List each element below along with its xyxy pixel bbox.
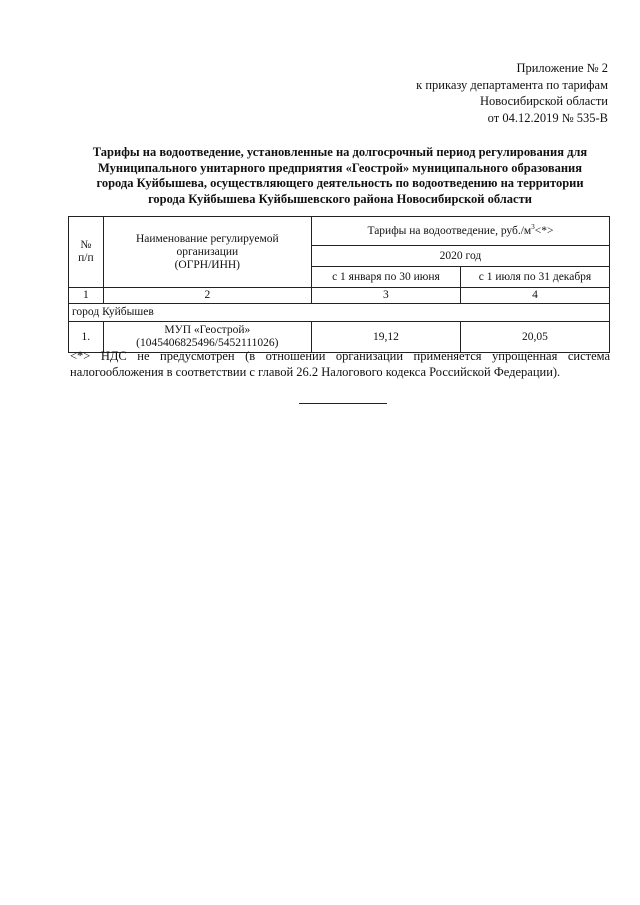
title-line-1: Тарифы на водоотведение, установленные на долгосрочный период регулирования для [92,145,588,159]
footnote-line-1: <*> НДС не предусмотрен (в отношении организации применяется упрощённая система [70,349,610,363]
column-index-3: 3 [311,288,460,304]
title-line-3: города Куйбышева, осуществляющего деятельность по водоотведению на территории [96,176,584,190]
row-tariff-h1: 19,12 [311,322,460,353]
header-tariff-suffix: <*> [534,224,554,237]
table-column-index-row [69,288,610,304]
column-index-1: 1 [69,288,104,304]
section-city: город Куйбышев [69,304,610,322]
header-num-line1: № [80,239,92,251]
header-tariff-sup: 3 [531,222,535,231]
vat-footnote [70,348,610,380]
header-tariff-prefix: Тарифы на водоотведение, руб./м [367,224,532,237]
appendix-region: Новосибирской области [479,94,608,108]
appendix-order-ref: к приказу департамента по тарифам [416,77,608,92]
header-year: 2020 год [311,246,609,267]
appendix-header [348,60,608,126]
footnote-line-2: налогообложения в соответствии с главой 26.2 Налогового кодекса Российской Федерации). [70,365,561,379]
appendix-date: от 04.12.2019 № 535-В [487,110,608,125]
document-title [70,145,610,207]
header-org-line1: Наименование регулируемой [135,232,279,245]
tariff-table [68,216,610,353]
row-tariff-h2: 20,05 [460,322,609,353]
header-period-2: с 1 июля по 31 декабря [460,267,609,288]
row-num: 1. [69,322,104,353]
header-org-line3: (ОГРН/ИНН) [174,258,241,271]
header-tariff [311,217,609,246]
table-section-row [69,304,610,322]
closing-rule [299,403,387,404]
column-index-2: 2 [103,288,311,304]
appendix-number: Приложение № 2 [516,61,608,75]
row-org-name: МУП «Геострой» [164,324,251,336]
row-org-ids: (1045406825496/5452111026) [136,337,279,349]
column-index-4: 4 [460,288,609,304]
header-num-line2: п/п [78,252,94,264]
header-num [69,217,104,288]
header-period-1: с 1 января по 30 июня [311,267,460,288]
title-line-4: города Куйбышева Куйбышевского района Новосибирской области [148,191,532,206]
header-organization [103,217,311,288]
header-org-line2: организации [176,245,239,258]
table-header-row [69,217,610,246]
title-line-2: Муниципального унитарного предприятия «Геострой» муниципального образования [98,160,582,175]
